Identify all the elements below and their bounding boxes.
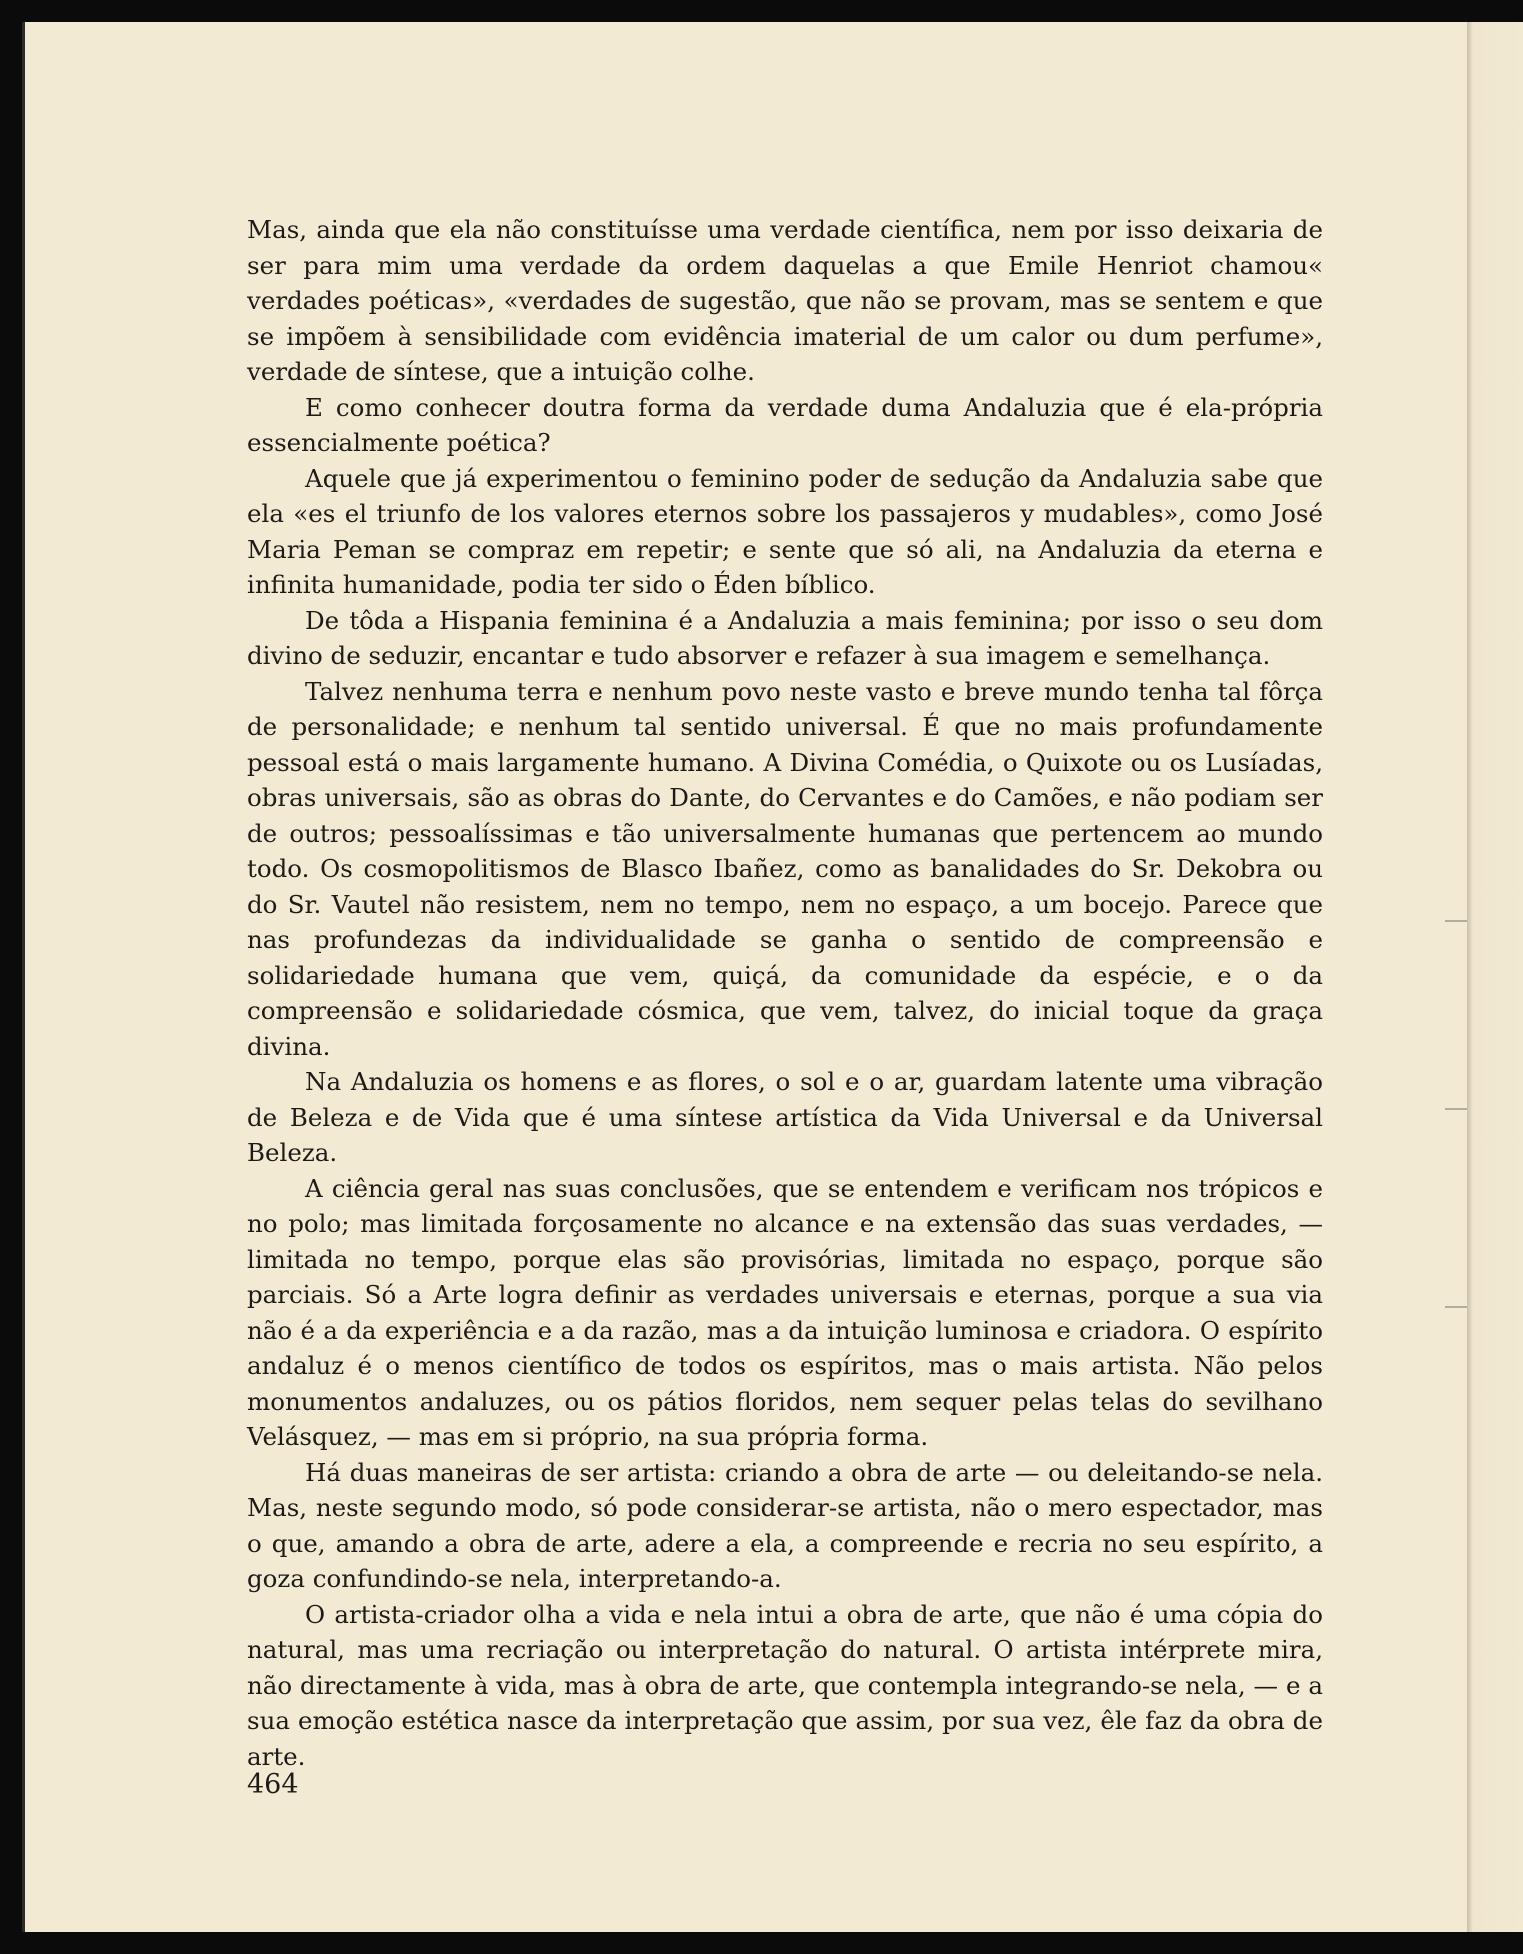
paragraph: E como conhecer doutra forma da verdade duma Andaluzia que é ela-própria essencialmente poética?: [247, 392, 1323, 457]
scan-mark: [1445, 1306, 1467, 1308]
paragraph: A ciência geral nas suas conclusões, que se entendem e verificam nos trópicos e no polo; mas limitada forçosamente no alcance e na extensão das suas verdades, — limitada no tempo, porque elas são provisórias, limitada no espaço, porque são parciais. Só a Arte logra definir as verdades universais e eternas, porque a sua via não é a da experiência e a da razão, mas a da intuição luminosa e criadora. O espírito andaluz é o menos científico de todos os espíritos, mas o mais artista. Não pelos monumentos andaluzes, ou os pátios floridos, nem sequer pelas telas do sevilhano Velásquez, — mas em si próprio, na sua própria forma.: [247, 1173, 1323, 1451]
paragraph: Há duas maneiras de ser artista: criando a obra de arte — ou deleitando-se nela. Mas, neste segundo modo, só pode considerar-se artista, não o mero espectador, mas o que, amando a obra de arte, adere a ela, a compreende e recria no seu espírito, a goza confundindo-se nela, interpretando-a.: [247, 1457, 1323, 1593]
paragraph: Talvez nenhuma terra e nenhum povo neste vasto e breve mundo tenha tal fôrça de personalidade; e nenhum tal sentido universal. É que no mais profundamente pessoal está o mais largamente humano. A Divina Comédia, o Quixote ou os Lusíadas, obras universais, são as obras do Dante, do Cervantes e do Camões, e não podiam ser de outros; pessoalíssimas e tão universalmente humanas que pertencem ao mundo todo. Os cosmopolitismos de Blasco Ibañez, como as banalidades do Sr. Dekobra ou do Sr. Vautel não resistem, nem no tempo, nem no espaço, a um bocejo. Parece que nas profundezas da individualidade se ganha o sentido de compreensão e solidariedade humana que vem, quiçá, da comunidade da espécie, e o da compreensão e solidariedade cósmica, que vem, talvez, do inicial toque da graça divina.: [247, 676, 1323, 1061]
paragraph: O artista-criador olha a vida e nela intui a obra de arte, que não é uma cópia do natural, mas uma recriação ou interpretação do natural. O artista intérprete mira, não directamente à vida, mas à obra de arte, que contempla integrando-se nela, — e a sua emoção estética nasce da interpretação que assim, por sua vez, êle faz da obra de arte.: [247, 1599, 1323, 1771]
paragraph: De tôda a Hispania feminina é a Andaluzia a mais feminina; por isso o seu dom divino de seduzir, encantar e tudo absorver e refazer à sua imagem e semelhança.: [247, 605, 1323, 670]
scan-mark: [1445, 920, 1467, 922]
paragraph: Mas, ainda que ela não constituísse uma verdade científica, nem por isso deixaria de ser para mim uma verdade da ordem daquelas a que Emile Henriot chamou« verdades poéticas», «verdades de sugestão, que não se provam, mas se sentem e que se impõem à sensibilidade com evidência imaterial de um calor ou dum perfume», verdade de síntese, que a intuição colhe.: [247, 215, 1323, 386]
body-text: [247, 212, 1323, 1774]
paragraph: Aquele que já experimentou o feminino poder de sedução da Andaluzia sabe que ela «es el triunfo de los valores eternos sobre los passajeros y mudables», como José Maria Peman se compraz em repetir; e sente que só ali, na Andaluzia da eterna e infinita humanidade, podia ter sido o Éden bíblico.: [247, 463, 1323, 599]
adjacent-page-edge: [1467, 22, 1523, 1932]
scan-mark: [1445, 1108, 1467, 1110]
book-page: [22, 22, 1467, 1932]
page-number: 464: [247, 1769, 299, 1800]
paragraph: Na Andaluzia os homens e as flores, o sol e o ar, guardam latente uma vibração de Beleza e de Vida que é uma síntese artística da Vida Universal e da Universal Beleza.: [247, 1067, 1323, 1167]
